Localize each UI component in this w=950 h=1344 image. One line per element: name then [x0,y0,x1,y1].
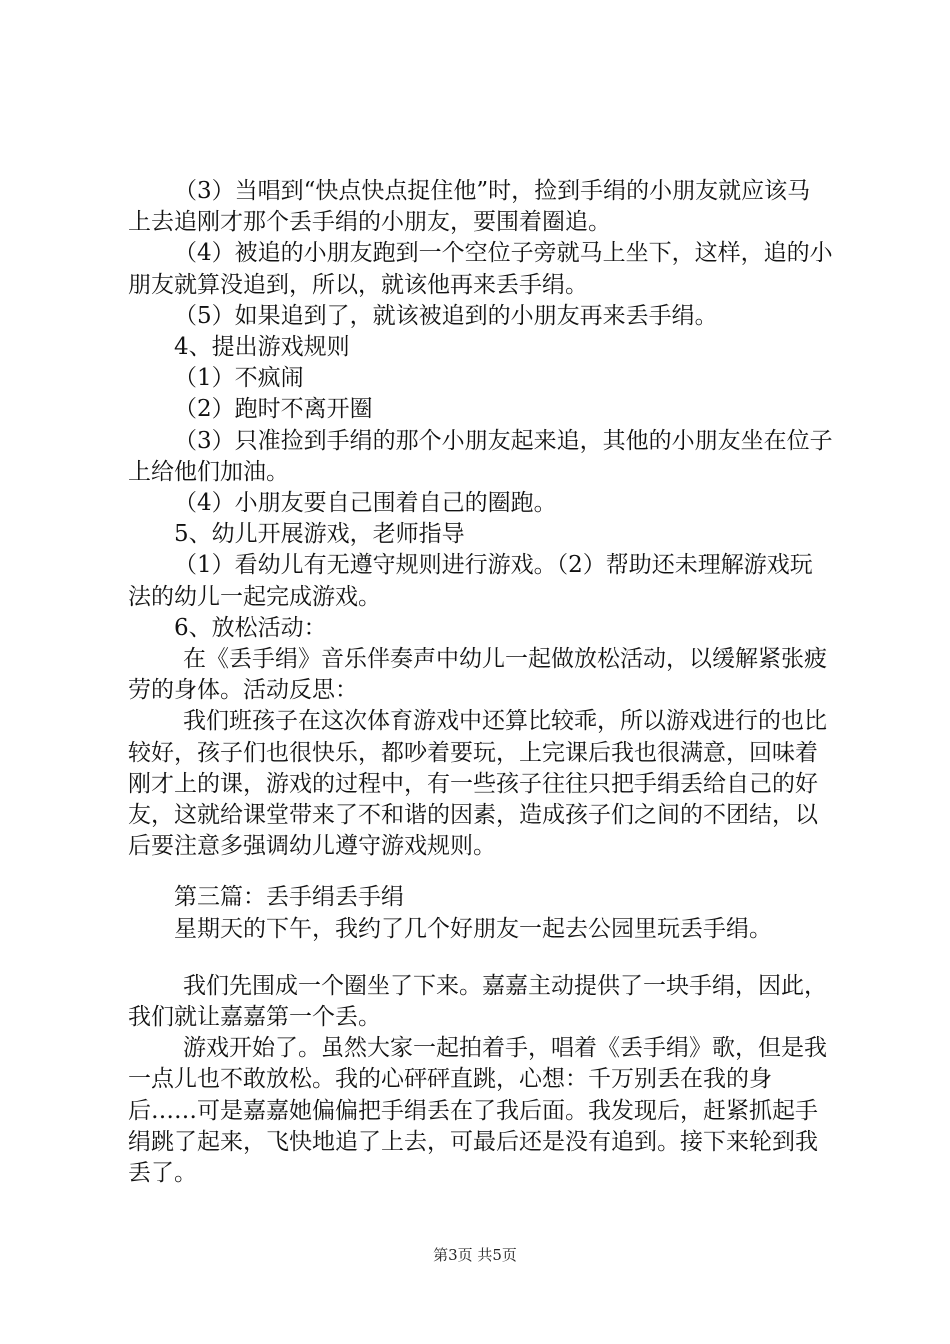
paragraph-play-guidance: （1）看幼儿有无遵守规则进行游戏。（2）帮助还未理解游戏玩法的幼儿一起完成游戏。 [128,552,813,610]
page-footer: 第3页 共5页 [433,1246,517,1264]
document-body [128,176,833,1189]
paragraph-step-5: （5）如果追到了，就该被追到的小朋友再来丢手绢。 [174,302,718,329]
section-heading-play: 5、幼儿开展游戏，老师指导 [174,521,465,548]
paragraph-relax-activity: 在《丢手绢》音乐伴奏声中幼儿一起做放松活动，以缓解紧张疲劳的身体。活动反思： [128,646,827,704]
rule-item-4: （4）小朋友要自己围着自己的圈跑。 [174,490,557,517]
paragraph-reflection: 我们班孩子在这次体育游戏中还算比较乖，所以游戏进行的也比较好，孩子们也很快乐，都吵着要玩，上完课后我也很满意，回味着刚才上的课，游戏的过程中，有一些孩子往往只把手绢丢给自己的好友，这就给课堂带来了不和谐的因素，造成孩子们之间的不团结，以后要注意多强调幼儿遵守游戏规则。 [128,708,827,860]
paragraph-step-4: （4）被追的小朋友跑到一个空位子旁就马上坐下，这样，追的小朋友就算没追到，所以，就该他再来丢手绢。 [128,240,833,298]
chapter-title: 第三篇：丢手绢丢手绢 [174,884,404,911]
section-heading-relax: 6、放松活动： [174,614,327,641]
section-heading-rules: 4、提出游戏规则 [174,334,350,361]
rule-item-1: （1）不疯闹 [174,365,304,392]
rule-item-3: （3）只准捡到手绢的那个小朋友起来追，其他的小朋友坐在位子上给他们加油。 [128,427,833,485]
paragraph-story-3: 游戏开始了。虽然大家一起拍着手，唱着《丢手绢》歌，但是我一点儿也不敢放松。我的心砰砰直跳，心想：千万别丢在我的身后……可是嘉嘉她偏偏把手绢丢在了我后面。我发现后，赶紧抓起手绢跳了起来，飞快地追了上去，可最后还是没有追到。接下来轮到我丢了。 [128,1035,827,1187]
paragraph-story-2: 我们先围成一个圈坐了下来。嘉嘉主动提供了一块手绢，因此，我们就让嘉嘉第一个丢。 [128,972,827,1031]
paragraph-story-1: 星期天的下午，我约了几个好朋友一起去公园里玩丢手绢。 [174,915,772,942]
paragraph-step-3: （3）当唱到“快点快点捉住他”时，捡到手绢的小朋友就应该马上去追刚才那个丢手绢的小朋友，要围着圈追。 [128,178,811,236]
rule-item-2: （2）跑时不离开圈 [174,396,373,423]
